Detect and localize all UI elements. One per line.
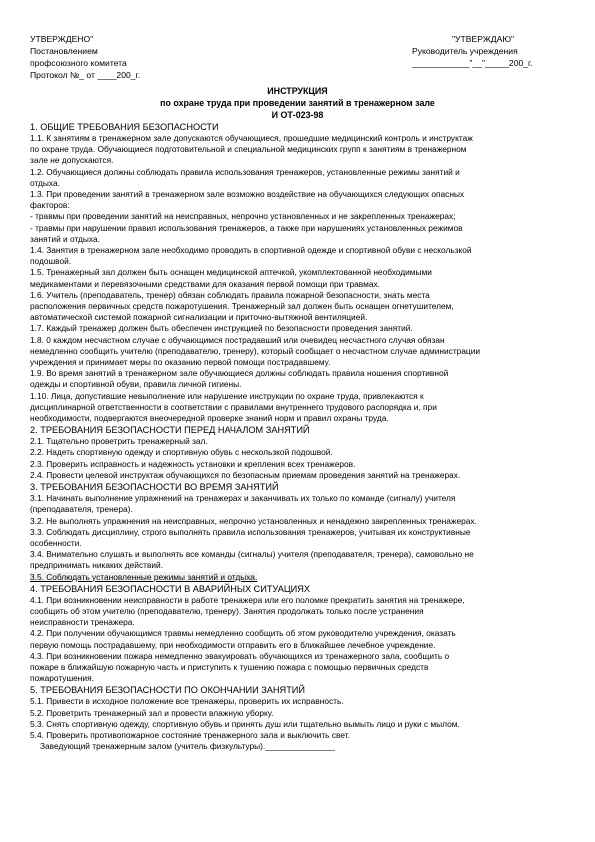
text-line: по охране труда. Обучающиеся подготовительной и специальной медицинских групп к занятиям в тренажерном: [30, 144, 467, 155]
text-line: медикаментами и перевязочными средствами для оказания первой помощи при травмах.: [30, 278, 380, 289]
approval-block-right: [412, 33, 582, 69]
text-line: 1.5. Тренажерный зал должен быть оснащен медицинской аптечкой, укомплектованной необходимыми: [30, 267, 432, 278]
approve-signature-line: ____________"__"_____200_г.: [412, 58, 533, 68]
text-line: пожаре в ближайшую пожарную часть и приступить к тушению пожара с помощью первичных средств: [30, 661, 429, 672]
title-code: И ОТ-023-98: [271, 110, 324, 120]
text-line: - травмы при нарушении правил использования тренажеров, а также при нарушениях установленных режимов: [30, 222, 463, 233]
title-line: по охране труда при проведении занятий в тренажерном зале: [160, 98, 435, 108]
approval-line: Постановлением: [30, 46, 98, 56]
text-line: факторов:: [30, 200, 70, 211]
section-heading: 5. ТРЕБОВАНИЯ БЕЗОПАСНОСТИ ПО ОКОНЧАНИИ ЗАНЯТИЙ: [30, 685, 306, 696]
text-line: зале не допускаются.: [30, 155, 114, 166]
highlighted-text: 3.5. Соблюдать установленные режимы занятий и отдыха.: [30, 571, 258, 582]
signature-line: Заведующий тренажерным залом (учитель физкультуры)._______________: [40, 741, 335, 752]
text-line: 3.3. Соблюдать дисциплину, строго выполнять правила использования тренажеров, учитывая их конструктивные: [30, 526, 471, 537]
text-line: 1.3. При проведении занятий в тренажерном зале возможно воздействие на обучающихся следующих опасных: [30, 189, 465, 200]
approval-block-left: [30, 33, 260, 81]
text-line: 1.7. Каждый тренажер должен быть обеспечен инструкцией по безопасности проведения занятий.: [30, 323, 413, 334]
text-line: одежды и спортивной обуви, правила личной гигиены.: [30, 379, 242, 390]
section-heading: 2. ТРЕБОВАНИЯ БЕЗОПАСНОСТИ ПЕРЕД НАЧАЛОМ ЗАНЯТИЙ: [30, 425, 310, 436]
text-line: 5.4. Проверить противопожарное состояние тренажерного зала и выключить свет.: [30, 729, 350, 740]
text-line: 2.1. Тщательно проветрить тренажерный зал.: [30, 436, 208, 447]
text-line: подошвой.: [30, 256, 72, 267]
text-line: необходимости, подвергаются внеочередной проверке знаний норм и правил охраны труда.: [30, 413, 389, 424]
text-line: пожаротушения.: [30, 673, 94, 684]
title-line: ИНСТРУКЦИЯ: [267, 86, 328, 96]
section-heading: 1. ОБЩИЕ ТРЕБОВАНИЯ БЕЗОПАСНОСТИ: [30, 122, 219, 132]
text-line: отдыха.: [30, 177, 60, 188]
text-line: 5.3. Снять спортивную одежду, спортивную обувь и принять душ или тщательно вымыть лицо и руки с мылом.: [30, 718, 460, 729]
text-line: 3.2. Не выполнять упражнения на неисправных, непрочно установленных и ненадежно закрепленных тренажерах.: [30, 515, 477, 526]
approval-protocol: Протокол №_ от ____200_г.: [30, 70, 141, 80]
text-line: 2.4. Провести целевой инструктаж обучающихся по безопасным приемам проведения занятий на тренажерах.: [30, 469, 461, 480]
document-title: [0, 85, 595, 121]
text-line: 1.1. К занятиям в тренажерном зале допускаются обучающиеся, прошедшие медицинский контроль и инструктаж: [30, 133, 473, 143]
text-line: 4.1. При возникновении неисправности в работе тренажера или его поломке прекратить занятия на тренажере,: [30, 594, 465, 605]
text-line: предпринимать никаких действий.: [30, 560, 164, 571]
text-line: 3.4. Внимательно слушать и выполнять все команды (сигналы) учителя (преподавателя, тренера), самовольно не: [30, 549, 474, 560]
text-line: дисциплинарной ответственности в соответствии с правилами внутреннего трудового распорядка и, при: [30, 401, 437, 412]
section-heading: 3. ТРЕБОВАНИЯ БЕЗОПАСНОСТИ ВО ВРЕМЯ ЗАНЯТИЙ: [30, 482, 279, 493]
approval-title: УТВЕРЖДЕНО": [30, 34, 94, 44]
text-line: - травмы при проведении занятий на неисправных, непрочно установленных и не закрепленных тренажерах;: [30, 211, 456, 222]
text-line: учреждения и принимает меры по оказанию первой помощи пострадавшему.: [30, 357, 331, 368]
approve-title: "УТВЕРЖДАЮ": [452, 34, 515, 44]
text-line: особенности.: [30, 537, 82, 548]
text-line: [30, 572, 575, 583]
text-line: 4.2. При получении обучающимся травмы немедленно сообщить об этом руководителю учреждения, оказать: [30, 628, 456, 639]
text-line: 3.1. Начинать выполнение упражнений на тренажерах и заканчивать их только по команде (сигналу) учителя: [30, 493, 456, 504]
text-line: 4.3. При возникновении пожара немедленно эвакуировать обучающихся из тренажерного зала, сообщить о: [30, 650, 450, 661]
text-line: 5.1. Привести в исходное положение все тренажеры, проверить их исправность.: [30, 696, 344, 707]
approve-line: Руководитель учреждения: [412, 46, 518, 56]
text-line: 1.8. 0 каждом несчастном случае с обучающимся пострадавший или очевидец несчастного случая обязан: [30, 334, 445, 345]
instruction-body: [30, 121, 575, 752]
text-line: автоматической системой пожарной сигнализации и приточно-вытяжной вентиляцией.: [30, 312, 368, 323]
text-line: 1.6. Учитель (преподаватель, тренер) обязан соблюдать правила пожарной безопасности, знать места: [30, 289, 430, 300]
text-line: 1.2. Обучающиеся должны соблюдать правила использования тренажеров, установленные режимы занятий и: [30, 166, 460, 177]
text-line: (преподавателя, тренера).: [30, 504, 133, 515]
text-line: 1.10. Лица, допустившие невыполнение или нарушение инструкции по охране труда, привлекаются к: [30, 390, 424, 401]
text-line: 2.2. Надеть спортивную одежду и спортивную обувь с нескользкой подошвой.: [30, 447, 333, 458]
text-line: сообщить об этом учителю (преподавателю, тренеру). Занятия продолжать только после устранения: [30, 605, 424, 616]
text-line: расположения первичных средств пожаротушения. Тренажерный зал должен быть оснащен огнетушителем,: [30, 301, 454, 312]
text-line: неисправности тренажера.: [30, 617, 135, 628]
text-line: 1.9. Во время занятий в тренажерном зале обучающиеся должны соблюдать правила ношения спортивной: [30, 368, 449, 379]
text-line: 5.2. Проветрить тренажерный зал и провести влажную уборку.: [30, 707, 274, 718]
text-line: 1.4. Занятия в тренажерном зале необходимо проводить в спортивной одежде и спортивной обуви с нескользкой: [30, 245, 472, 256]
text-line: занятий и отдыха.: [30, 233, 100, 244]
approval-line: профсоюзного комитета: [30, 58, 127, 68]
text-line: первую помощь пострадавшему, при необходимости отправить его в ближайшее лечебное учреждение.: [30, 639, 436, 650]
text-line: 2.3. Проверить исправность и надежность установки и крепления всех тренажеров.: [30, 458, 356, 469]
section-heading: 4. ТРЕБОВАНИЯ БЕЗОПАСНОСТИ В АВАРИЙНЫХ СИТУАЦИЯХ: [30, 583, 311, 594]
text-line: немедленно сообщить учителю (преподавателю, тренеру), который сообщает о несчастном случае администрации: [30, 345, 481, 356]
